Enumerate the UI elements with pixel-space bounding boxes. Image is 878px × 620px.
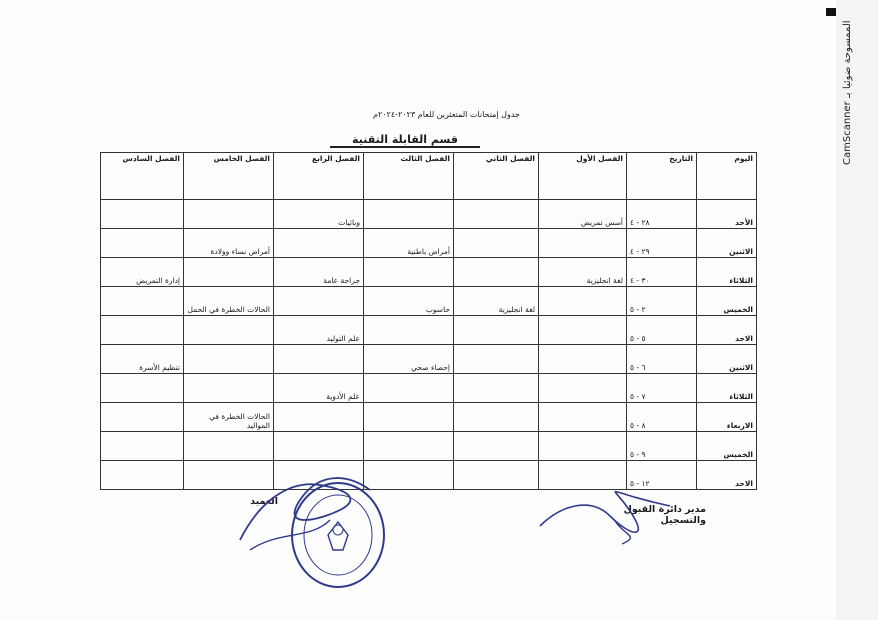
subject-cell: وبائيات — [274, 200, 364, 229]
subject-cell — [101, 287, 184, 316]
table-row — [101, 229, 757, 258]
subject-cell: أمراض نساء وولادة — [184, 229, 274, 258]
date-cell: ١٢ - ٥ — [627, 461, 697, 490]
subject-cell — [454, 316, 539, 345]
subject-cell — [184, 316, 274, 345]
date-cell: ٩ - ٥ — [627, 432, 697, 461]
registrar-signature — [530, 486, 680, 546]
subject-cell — [539, 432, 627, 461]
subject-cell: علم التوليد — [274, 316, 364, 345]
date-cell: ٦ - ٥ — [627, 345, 697, 374]
subject-cell — [454, 374, 539, 403]
subject-cell — [539, 374, 627, 403]
exam-schedule-table — [100, 152, 757, 490]
subject-cell — [184, 374, 274, 403]
subject-cell — [101, 229, 184, 258]
subject-cell — [184, 432, 274, 461]
subject-cell — [539, 287, 627, 316]
table-row — [101, 432, 757, 461]
subject-cell — [454, 229, 539, 258]
day-cell: الاحد — [697, 316, 757, 345]
subject-cell — [364, 200, 454, 229]
header-semester-5: الفصل الخامس — [184, 153, 274, 200]
date-cell: ٢ - ٥ — [627, 287, 697, 316]
subject-cell — [274, 287, 364, 316]
subject-cell — [101, 200, 184, 229]
header-semester-2: الفصل الثاني — [454, 153, 539, 200]
subject-cell — [274, 345, 364, 374]
day-cell: الخميس — [697, 432, 757, 461]
date-cell: ٨ - ٥ — [627, 403, 697, 432]
header-semester-1: الفصل الأول — [539, 153, 627, 200]
subject-cell — [539, 345, 627, 374]
table-row — [101, 345, 757, 374]
subject-cell — [101, 432, 184, 461]
subject-cell — [101, 374, 184, 403]
subject-cell: إدارة التمريض — [101, 258, 184, 287]
subject-cell: تنظيم الأسرة — [101, 345, 184, 374]
subject-cell — [454, 403, 539, 432]
subject-cell: أمراض باطنية — [364, 229, 454, 258]
header-semester-3: الفصل الثالث — [364, 153, 454, 200]
subject-cell: أسس تمريض — [539, 200, 627, 229]
subject-cell: لغة انجليزية — [539, 258, 627, 287]
date-cell: ٧ - ٥ — [627, 374, 697, 403]
subject-cell — [184, 258, 274, 287]
header-semester-6: الفصل السادس — [101, 153, 184, 200]
dean-signature — [220, 470, 380, 560]
day-cell: الاحد — [697, 461, 757, 490]
subject-cell — [454, 432, 539, 461]
subject-cell — [539, 403, 627, 432]
date-cell: ٥ - ٥ — [627, 316, 697, 345]
department-title: قسم القابلة التقنية — [330, 133, 480, 148]
subject-cell: الحالات الخطرة في المواليد — [184, 403, 274, 432]
subject-cell: إحصاء صحي — [364, 345, 454, 374]
subject-cell — [184, 345, 274, 374]
subject-cell — [539, 316, 627, 345]
subject-cell: حاسوب — [364, 287, 454, 316]
subject-cell — [101, 316, 184, 345]
day-cell: الخميس — [697, 287, 757, 316]
day-cell: الاثنين — [697, 345, 757, 374]
table-row — [101, 200, 757, 229]
header-date: التاريخ — [627, 153, 697, 200]
document-subtitle: جدول إمتحانات المتعثرين للعام ٢٠٢٣-٢٠٢٤م — [373, 110, 520, 119]
subject-cell — [274, 432, 364, 461]
date-cell: ٢٩ - ٤ — [627, 229, 697, 258]
table-row — [101, 316, 757, 345]
day-cell: الاربعاء — [697, 403, 757, 432]
date-cell: ٣٠ - ٤ — [627, 258, 697, 287]
header-day: اليوم — [697, 153, 757, 200]
day-cell: الأحد — [697, 200, 757, 229]
table-row — [101, 374, 757, 403]
dean-signature-label: العميد — [250, 496, 278, 507]
subject-cell — [454, 258, 539, 287]
subject-cell: علم الأدوية — [274, 374, 364, 403]
registrar-signature-label: مدير دائرة القبول والتسجيل — [623, 504, 706, 526]
subject-cell — [364, 432, 454, 461]
subject-cell: لغة انجليزية — [454, 287, 539, 316]
scan-corner-mark — [826, 8, 836, 16]
header-semester-4: الفصل الرابع — [274, 153, 364, 200]
subject-cell — [101, 461, 184, 490]
subject-cell — [364, 316, 454, 345]
table-row — [101, 258, 757, 287]
subject-cell: الحالات الخطرة في الحمل — [184, 287, 274, 316]
subject-cell — [539, 229, 627, 258]
subject-cell — [454, 461, 539, 490]
subject-cell — [274, 229, 364, 258]
day-cell: الثلاثاء — [697, 258, 757, 287]
table-header-row — [101, 153, 757, 200]
subject-cell — [184, 200, 274, 229]
subject-cell: جراحة عامة — [274, 258, 364, 287]
subject-cell — [101, 403, 184, 432]
day-cell: الثلاثاء — [697, 374, 757, 403]
table-row — [101, 403, 757, 432]
subject-cell — [364, 403, 454, 432]
subject-cell — [364, 258, 454, 287]
table-row — [101, 287, 757, 316]
scanner-watermark: الممسوحة ضوئيا بـ CamScanner — [842, 20, 853, 165]
day-cell: الاثنين — [697, 229, 757, 258]
subject-cell — [274, 403, 364, 432]
subject-cell — [454, 200, 539, 229]
date-cell: ٢٨ - ٤ — [627, 200, 697, 229]
subject-cell — [364, 374, 454, 403]
subject-cell — [454, 345, 539, 374]
